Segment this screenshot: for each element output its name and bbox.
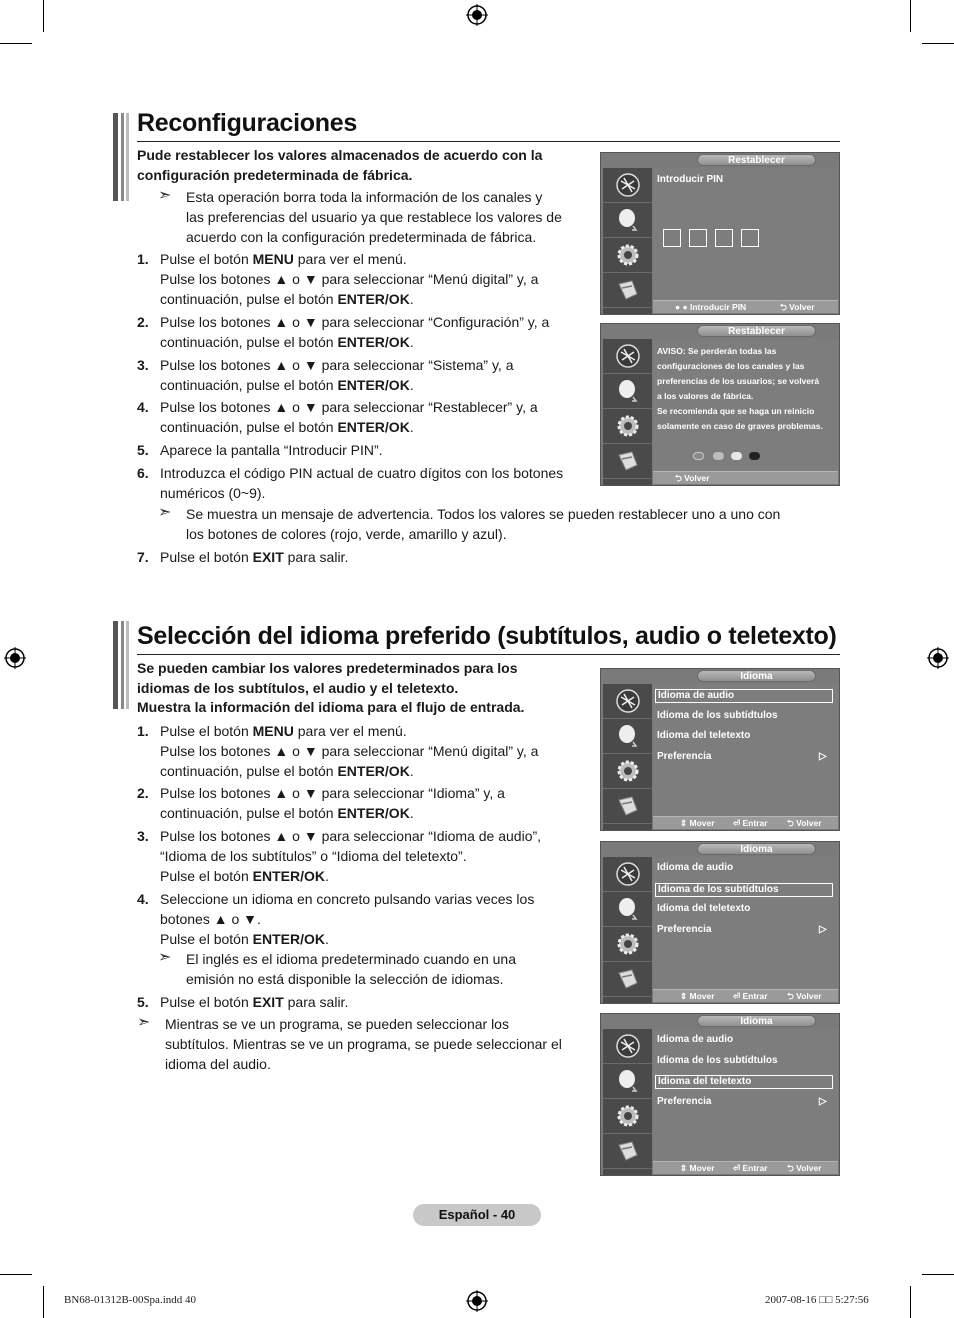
step-line: Seleccione un idioma en concreto pulsando varias veces los [160, 891, 535, 907]
registration-mark-icon [466, 4, 488, 26]
step-line: numéricos (0~9). [160, 485, 266, 501]
step-line: continuación, pulse el botón ENTER/OK. [160, 334, 414, 350]
osd-menu-item[interactable] [655, 883, 833, 897]
osd-menu-label: Preferencia [657, 1095, 712, 1107]
step-line: Pulse el botón MENU para ver el menú. [160, 251, 407, 267]
antenna-dish-icon [614, 687, 642, 715]
osd-sidebar [603, 339, 652, 485]
osd-sidebar-tab[interactable] [603, 754, 652, 789]
osd-footer [653, 300, 838, 313]
osd-sidebar-tab[interactable] [603, 684, 652, 719]
pin-digit-box[interactable] [741, 229, 759, 247]
osd-sidebar-tab[interactable] [603, 238, 652, 273]
step-text [160, 463, 563, 503]
section-rule [137, 654, 840, 655]
crop-mark [43, 0, 44, 32]
step-text [160, 249, 538, 309]
note-line: emisión no está disponible la selección de idiomas. [186, 971, 504, 987]
audio-icon [614, 722, 642, 750]
step-line: continuación, pulse el botón ENTER/OK. [160, 377, 414, 393]
registration-mark-icon [466, 1290, 488, 1312]
osd-sidebar-tab[interactable] [603, 857, 652, 892]
color-dot-green[interactable] [713, 452, 724, 460]
note-arrow-icon: ➣ [158, 504, 172, 521]
crop-mark [922, 43, 954, 44]
osd-warning-screen [600, 323, 840, 486]
osd-menu-item[interactable] [657, 730, 835, 741]
osd-sidebar [603, 684, 652, 830]
step-line: Pulse el botón ENTER/OK. [160, 868, 329, 884]
osd-sidebar-tab[interactable] [603, 1099, 652, 1134]
pin-digit-box[interactable] [689, 229, 707, 247]
step-number: 5. [137, 442, 149, 458]
section-bar [113, 621, 129, 709]
step-line: Pulse el botón ENTER/OK. [160, 931, 329, 947]
antenna-dish-icon [614, 342, 642, 370]
step-text [160, 826, 541, 886]
note-arrow-icon: ➣ [137, 1014, 151, 1031]
settings-gear-icon [614, 412, 642, 440]
step-line: Introduzca el código PIN actual de cuatro dígitos con los botones [160, 465, 564, 481]
crop-mark [910, 0, 911, 32]
note-arrow-icon: ➣ [158, 949, 172, 966]
step-line: continuación, pulse el botón ENTER/OK. [160, 291, 414, 307]
osd-foot-back: ⮌ Volver [787, 818, 822, 828]
osd-language-screen [600, 668, 840, 831]
osd-sidebar-tab[interactable] [603, 927, 652, 962]
osd-menu-label: Idioma de audio [658, 690, 735, 701]
osd-menu-item[interactable] [657, 862, 835, 873]
settings-gear-icon [614, 1102, 642, 1130]
osd-main [653, 857, 838, 990]
registration-mark-icon [927, 647, 949, 669]
osd-foot-enter-pin: ● ● Introducir PIN [675, 302, 747, 312]
intro-line: Pude restablecer los valores almacenados de acuerdo con la [137, 147, 543, 163]
step-line: botones ▲ o ▼. [160, 911, 261, 927]
input-plug-icon [614, 447, 642, 475]
crop-mark [43, 1286, 44, 1318]
color-dot-red[interactable] [693, 452, 704, 460]
note-line: El inglés es el idioma predeterminado cuando en una [186, 951, 516, 967]
osd-footer [653, 1161, 838, 1174]
osd-foot-back: ⮌ Volver [787, 1163, 822, 1173]
color-dot-yellow[interactable] [731, 452, 742, 460]
color-dot-blue[interactable] [749, 452, 760, 460]
pin-digit-box[interactable] [715, 229, 733, 247]
osd-sidebar-tab[interactable] [603, 1134, 652, 1169]
warning-line: Se recomienda que se haga un reinicio [657, 406, 815, 416]
step-text [160, 312, 549, 352]
step-number: 3. [137, 828, 149, 844]
step-line: Pulse los botones ▲ o ▼ para seleccionar “Idioma de audio”, [160, 828, 542, 844]
submenu-arrow-icon: ▷ [819, 750, 827, 762]
osd-menu-item[interactable] [657, 924, 835, 935]
registration-mark-icon [4, 647, 26, 669]
step-line: continuación, pulse el botón ENTER/OK. [160, 805, 414, 821]
osd-foot-enter: ⏎ Entrar [733, 1163, 768, 1173]
step-line: continuación, pulse el botón ENTER/OK. [160, 419, 414, 435]
osd-sidebar [603, 168, 652, 314]
warning-line: solamente en caso de graves problemas. [657, 421, 823, 431]
input-plug-icon [614, 965, 642, 993]
osd-sidebar-tab[interactable] [603, 168, 652, 203]
step-line: Pulse los botones ▲ o ▼ para seleccionar “Configuración” y, a [160, 314, 550, 330]
footer-timestamp: 2007-08-16 □□ 5:27:56 [765, 1294, 869, 1306]
note-line: Esta operación borra toda la información de los canales y [186, 189, 543, 205]
osd-menu-label: Idioma del teletexto [657, 730, 751, 741]
step-text [160, 397, 538, 437]
osd-sidebar-tab[interactable] [603, 1064, 652, 1099]
osd-sidebar-tab[interactable] [603, 374, 652, 409]
step-line: Pulse los botones ▲ o ▼ para seleccionar “Idioma” y, a [160, 785, 505, 801]
note-line: Mientras se ve un programa, se pueden seleccionar los [165, 1016, 509, 1032]
intro-line: idiomas de los subtítulos, el audio y el teletexto. [137, 679, 459, 696]
osd-menu-item[interactable] [657, 751, 835, 762]
antenna-dish-icon [614, 860, 642, 888]
step-text [160, 783, 505, 823]
note-line: las preferencias del usuario ya que restablece los valores de [186, 209, 562, 225]
section-rule [137, 141, 840, 142]
page-number-badge: Español - 40 [413, 1204, 541, 1226]
osd-header: Idioma [697, 1015, 816, 1027]
osd-pin-label: Introducir PIN [657, 174, 724, 185]
input-plug-icon [614, 276, 642, 304]
osd-main [653, 684, 838, 817]
step-number: 2. [137, 314, 149, 330]
osd-sidebar-tab[interactable] [603, 409, 652, 444]
osd-menu-label: Idioma del teletexto [658, 1076, 752, 1087]
step-number: 3. [137, 357, 149, 373]
osd-pin-screen [600, 152, 840, 315]
osd-sidebar-tab[interactable] [603, 789, 652, 824]
step-number: 5. [137, 994, 149, 1010]
osd-language-screen [600, 841, 840, 1004]
submenu-arrow-icon: ▷ [819, 923, 827, 935]
osd-main [653, 1029, 838, 1162]
osd-menu-item[interactable] [657, 1055, 835, 1066]
warning-line: preferencias de los usuarios; se volverá [657, 376, 820, 386]
osd-language-screen [600, 1013, 840, 1176]
audio-icon [614, 206, 642, 234]
step-line: continuación, pulse el botón ENTER/OK. [160, 763, 414, 779]
warning-line: AVISO: Se perderán todas las [657, 346, 777, 356]
osd-footer [653, 989, 838, 1002]
note-line: Se muestra un mensaje de advertencia. Todos los valores se pueden restablecer uno a uno con [186, 506, 781, 522]
footer-file-label: BN68-01312B-00Spa.indd 40 [64, 1294, 196, 1306]
osd-foot-move: ⇕ Mover [680, 991, 715, 1001]
step-text [160, 889, 534, 949]
osd-menu-label: Idioma de audio [657, 1034, 734, 1045]
osd-sidebar-tab[interactable] [603, 1029, 652, 1064]
osd-footer [653, 816, 838, 829]
section-intro [137, 146, 587, 185]
osd-menu-item[interactable] [655, 1075, 833, 1089]
note-arrow-icon: ➣ [158, 187, 172, 204]
step-number: 4. [137, 891, 149, 907]
antenna-dish-icon [614, 171, 642, 199]
osd-foot-back: ⮌ Volver [675, 473, 710, 483]
step-line: Pulse los botones ▲ o ▼ para seleccionar “Sistema” y, a [160, 357, 514, 373]
step-line: Aparece la pantalla “Introducir PIN”. [160, 442, 383, 458]
crop-mark [922, 1274, 954, 1275]
osd-sidebar-tab[interactable] [603, 273, 652, 308]
osd-sidebar-tab[interactable] [603, 719, 652, 754]
step-number: 6. [137, 465, 149, 481]
osd-header: Restablecer [697, 325, 816, 337]
osd-foot-move: ⇕ Mover [680, 818, 715, 828]
osd-foot-back: ⮌ Volver [787, 991, 822, 1001]
osd-sidebar-tab[interactable] [603, 339, 652, 374]
osd-menu-item[interactable] [657, 903, 835, 914]
step-line: Pulse los botones ▲ o ▼ para seleccionar “Restablecer” y, a [160, 399, 538, 415]
osd-menu-label: Idioma de los subtídtulos [658, 883, 779, 895]
osd-header: Idioma [697, 843, 816, 855]
input-plug-icon [614, 1137, 642, 1165]
osd-header: Restablecer [697, 154, 816, 166]
step-number: 1. [137, 251, 149, 267]
note-line: los botones de colores (rojo, verde, amarillo y azul). [186, 526, 507, 542]
step-line: Pulse el botón EXIT para salir. [160, 549, 349, 565]
osd-menu-item[interactable] [657, 1096, 835, 1107]
step-text [160, 721, 538, 781]
crop-mark [910, 1286, 911, 1318]
submenu-arrow-icon: ▷ [819, 1095, 827, 1107]
pin-digit-box[interactable] [663, 229, 681, 247]
step-text [160, 547, 348, 567]
osd-menu-label: Idioma de los subtídtulos [657, 709, 778, 721]
osd-menu-label: Idioma de los subtídtulos [657, 1054, 778, 1066]
osd-menu-label: Preferencia [657, 750, 712, 762]
osd-sidebar [603, 1029, 652, 1175]
step-text [160, 440, 383, 460]
warning-line: configuraciones de los canales y las [657, 361, 805, 371]
settings-gear-icon [614, 930, 642, 958]
step-line: Pulse los botones ▲ o ▼ para seleccionar “Menú digital” y, a [160, 743, 539, 759]
osd-sidebar-tab[interactable] [603, 203, 652, 238]
audio-icon [614, 377, 642, 405]
osd-foot-enter: ⏎ Entrar [733, 818, 768, 828]
osd-menu-label: Idioma de audio [657, 862, 734, 873]
warning-line: a los valores de fábrica. [657, 391, 754, 401]
step-text [160, 355, 514, 395]
osd-menu-label: Idioma del teletexto [657, 903, 751, 914]
audio-icon [614, 895, 642, 923]
step-number: 4. [137, 399, 149, 415]
osd-foot-back: ⮌ Volver [780, 302, 815, 312]
crop-mark [0, 1274, 32, 1275]
settings-gear-icon [614, 241, 642, 269]
input-plug-icon [614, 792, 642, 820]
osd-footer [653, 471, 838, 484]
note-line: acuerdo con la configuración predeterminada de fábrica. [186, 229, 537, 245]
osd-menu-item[interactable] [657, 710, 835, 721]
crop-mark [0, 43, 32, 44]
section-intro [137, 659, 587, 718]
step-number: 7. [137, 549, 149, 565]
step-number: 1. [137, 723, 149, 739]
intro-line: Se pueden cambiar los valores predeterminados para los [137, 660, 518, 676]
section-title: Selección del idioma preferido (subtítulos, audio o teletexto) [137, 622, 837, 650]
note-line: subtítulos. Mientras se ve un programa, se puede seleccionar el [165, 1036, 562, 1052]
step-line: Pulse el botón MENU para ver el menú. [160, 723, 407, 739]
osd-main [653, 339, 838, 472]
osd-menu-item[interactable] [657, 1034, 835, 1045]
osd-menu-label: Preferencia [657, 923, 712, 935]
intro-line: Muestra la información del idioma para el flujo de entrada. [137, 699, 525, 715]
osd-sidebar-tab[interactable] [603, 444, 652, 479]
audio-icon [614, 1067, 642, 1095]
osd-main [653, 168, 838, 301]
osd-warning-text [657, 344, 823, 434]
osd-sidebar-tab[interactable] [603, 962, 652, 997]
intro-line: configuración predeterminada de fábrica. [137, 166, 413, 183]
osd-header: Idioma [697, 670, 816, 682]
section-title: Reconfiguraciones [137, 109, 357, 137]
settings-gear-icon [614, 757, 642, 785]
step-text [160, 992, 348, 1012]
osd-foot-enter: ⏎ Entrar [733, 991, 768, 1001]
step-line: Pulse los botones ▲ o ▼ para seleccionar “Menú digital” y, a [160, 271, 539, 287]
note-line: idioma del audio. [165, 1056, 271, 1072]
step-number: 2. [137, 785, 149, 801]
osd-sidebar-tab[interactable] [603, 892, 652, 927]
osd-sidebar [603, 857, 652, 1003]
step-line: Pulse el botón EXIT para salir. [160, 994, 349, 1010]
step-line: “Idioma de los subtítulos” o “Idioma del teletexto”. [160, 848, 467, 864]
antenna-dish-icon [614, 1032, 642, 1060]
osd-foot-move: ⇕ Mover [680, 1163, 715, 1173]
section-bar [113, 113, 129, 201]
osd-menu-item[interactable] [655, 689, 833, 703]
